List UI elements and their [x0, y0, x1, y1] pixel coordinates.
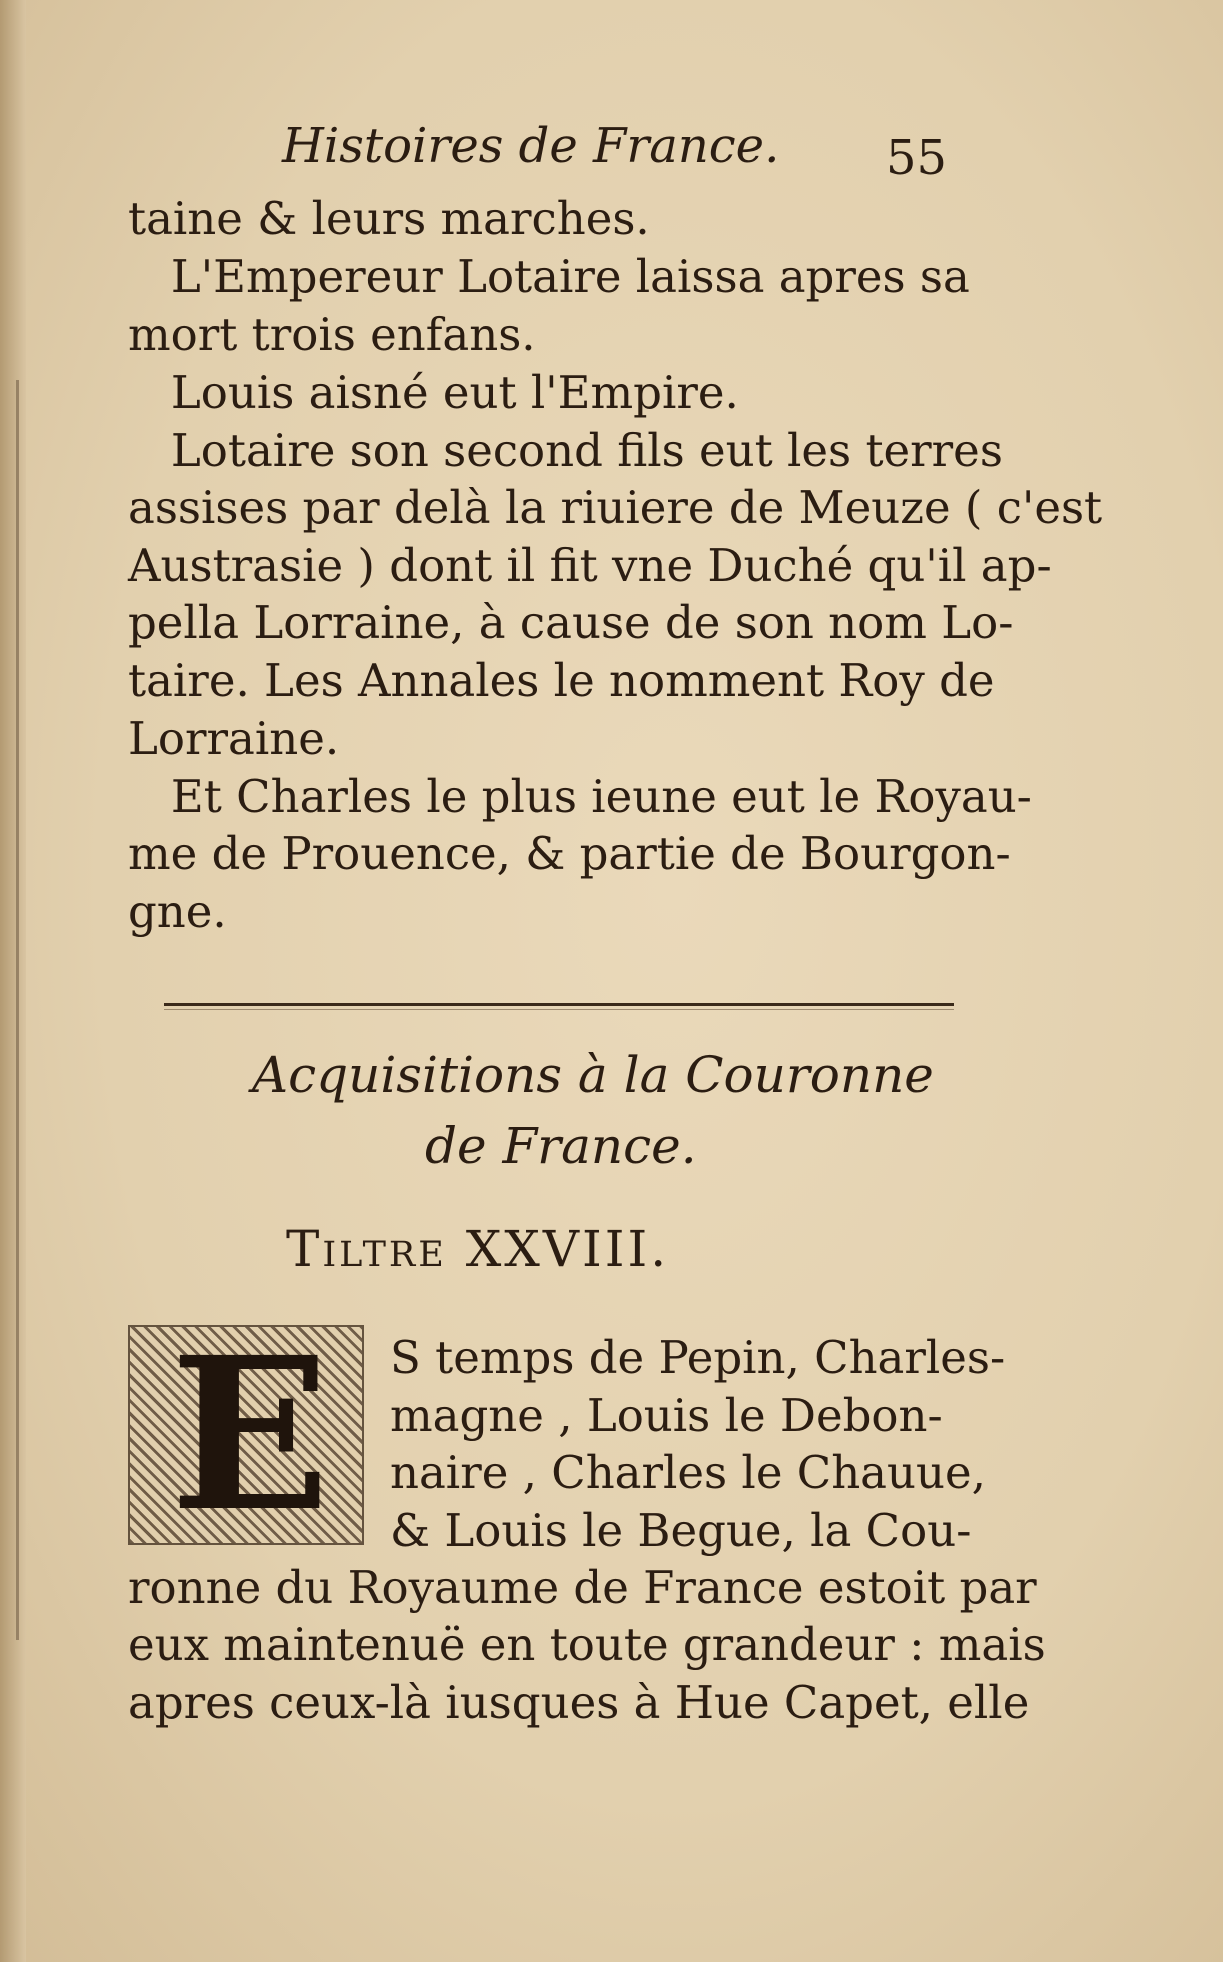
- text-line: naire , Charles le Chauue,: [390, 1446, 986, 1499]
- text-line: mort trois enfans.: [128, 308, 536, 361]
- section-title-line1: Acquisitions à la Couronne: [252, 1046, 934, 1104]
- text-line: magne , Louis le Debon-: [390, 1389, 943, 1442]
- text-line: gne.: [128, 885, 227, 938]
- text-line: eux maintenuë en toute grandeur : mais: [128, 1618, 1046, 1671]
- page-gutter: [0, 0, 26, 1962]
- section-title-line2: de France.: [425, 1117, 697, 1175]
- text-line: Louis aisné eut l'Empire.: [128, 366, 739, 419]
- section-rule-thin: [164, 1009, 954, 1010]
- text-line: taire. Les Annales le nomment Roy de: [128, 654, 995, 707]
- page-number: 55: [886, 130, 948, 186]
- text-line: taine & leurs marches.: [128, 192, 650, 245]
- section-rule: [164, 1003, 954, 1006]
- title-number: Tiltre XXVIII.: [286, 1220, 670, 1278]
- text-line: assises par delà la riuiere de Meuze ( c'est: [128, 481, 1103, 534]
- text-line: me de Prouence, & partie de Bourgon-: [128, 827, 1011, 880]
- initial-letter: E: [170, 1311, 331, 1558]
- text-line: Lotaire son second fils eut les terres: [128, 424, 1003, 477]
- text-line: pella Lorraine, à cause de son nom Lo-: [128, 596, 1014, 649]
- text-line: Et Charles le plus ieune eut le Royau-: [128, 770, 1032, 823]
- running-title: Histoires de France.: [282, 118, 780, 174]
- text-line: & Louis le Begue, la Cou-: [390, 1504, 972, 1557]
- text-line: Lorraine.: [128, 712, 340, 765]
- text-line: L'Empereur Lotaire laissa apres sa: [128, 250, 970, 303]
- text-line: S temps de Pepin, Charles-: [390, 1331, 1006, 1384]
- text-line: apres ceux-là iusques à Hue Capet, elle: [128, 1676, 1030, 1729]
- decorated-initial: [128, 1311, 364, 1558]
- text-line: ronne du Royaume de France estoit par: [128, 1561, 1037, 1614]
- text-line: Austrasie ) dont il fit vne Duché qu'il ap-: [128, 539, 1052, 592]
- page-edge-line: [16, 380, 19, 1640]
